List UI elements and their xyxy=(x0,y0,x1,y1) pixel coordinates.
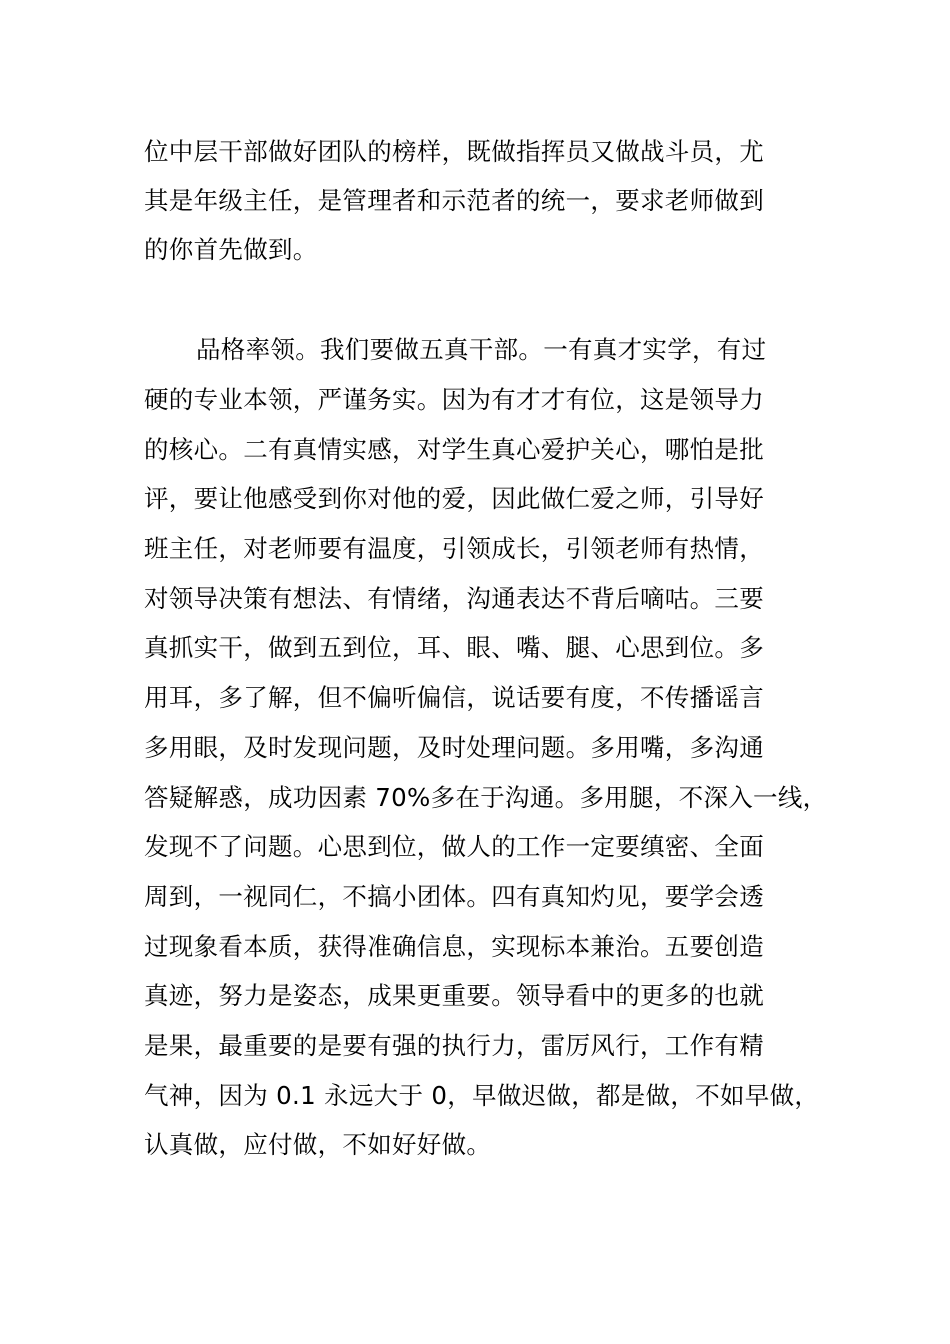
text-line: 过现象看本质，获得准确信息，实现标本兼治。五要创造 xyxy=(144,932,764,961)
text-line: 认真做，应付做，不如好好做。 xyxy=(144,1130,492,1159)
text-line: 品格率领。我们要做五真干部。一有真才实学，有过 xyxy=(196,335,767,364)
text-line: 班主任，对老师要有温度，引领成长，引领老师有热情， xyxy=(144,534,764,563)
text-line: 硬的专业本领，严谨务实。因为有才才有位，这是领导力 xyxy=(144,385,764,414)
text-line: 真迹，努力是姿态，成果更重要。领导看中的更多的也就 xyxy=(144,981,764,1010)
text-line: 其是年级主任，是管理者和示范者的统一，要求老师做到 xyxy=(144,186,764,215)
text-line: 用耳，多了解，但不偏听偏信，说话要有度，不传播谣言 xyxy=(144,683,764,712)
text-line: 答疑解惑，成功因素 70%多在于沟通。多用腿，不深入一线， xyxy=(144,783,828,812)
text-line: 位中层干部做好团队的榜样，既做指挥员又做战斗员，尤 xyxy=(144,137,764,166)
text-line: 周到，一视同仁，不搞小团体。四有真知灼见，要学会透 xyxy=(144,882,764,911)
text-line: 评，要让他感受到你对他的爱，因此做仁爱之师，引导好 xyxy=(144,484,764,513)
text-line: 气神，因为 0.1 永远大于 0，早做迟做，都是做，不如早做， xyxy=(144,1081,820,1110)
text-line: 发现不了问题。心思到位，做人的工作一定要缜密、全面 xyxy=(144,832,764,861)
text-line: 多用眼，及时发现问题，及时处理问题。多用嘴，多沟通 xyxy=(144,733,764,762)
text-line: 对领导决策有想法、有情绪，沟通表达不背后嘀咕。三要 xyxy=(144,584,764,613)
text-line: 真抓实干，做到五到位，耳、眼、嘴、腿、心思到位。多 xyxy=(144,633,764,662)
text-line: 是果，最重要的是要有强的执行力，雷厉风行，工作有精 xyxy=(144,1031,764,1060)
text-line: 的核心。二有真情实感，对学生真心爱护关心，哪怕是批 xyxy=(144,435,764,464)
text-line: 的你首先做到。 xyxy=(144,235,318,264)
